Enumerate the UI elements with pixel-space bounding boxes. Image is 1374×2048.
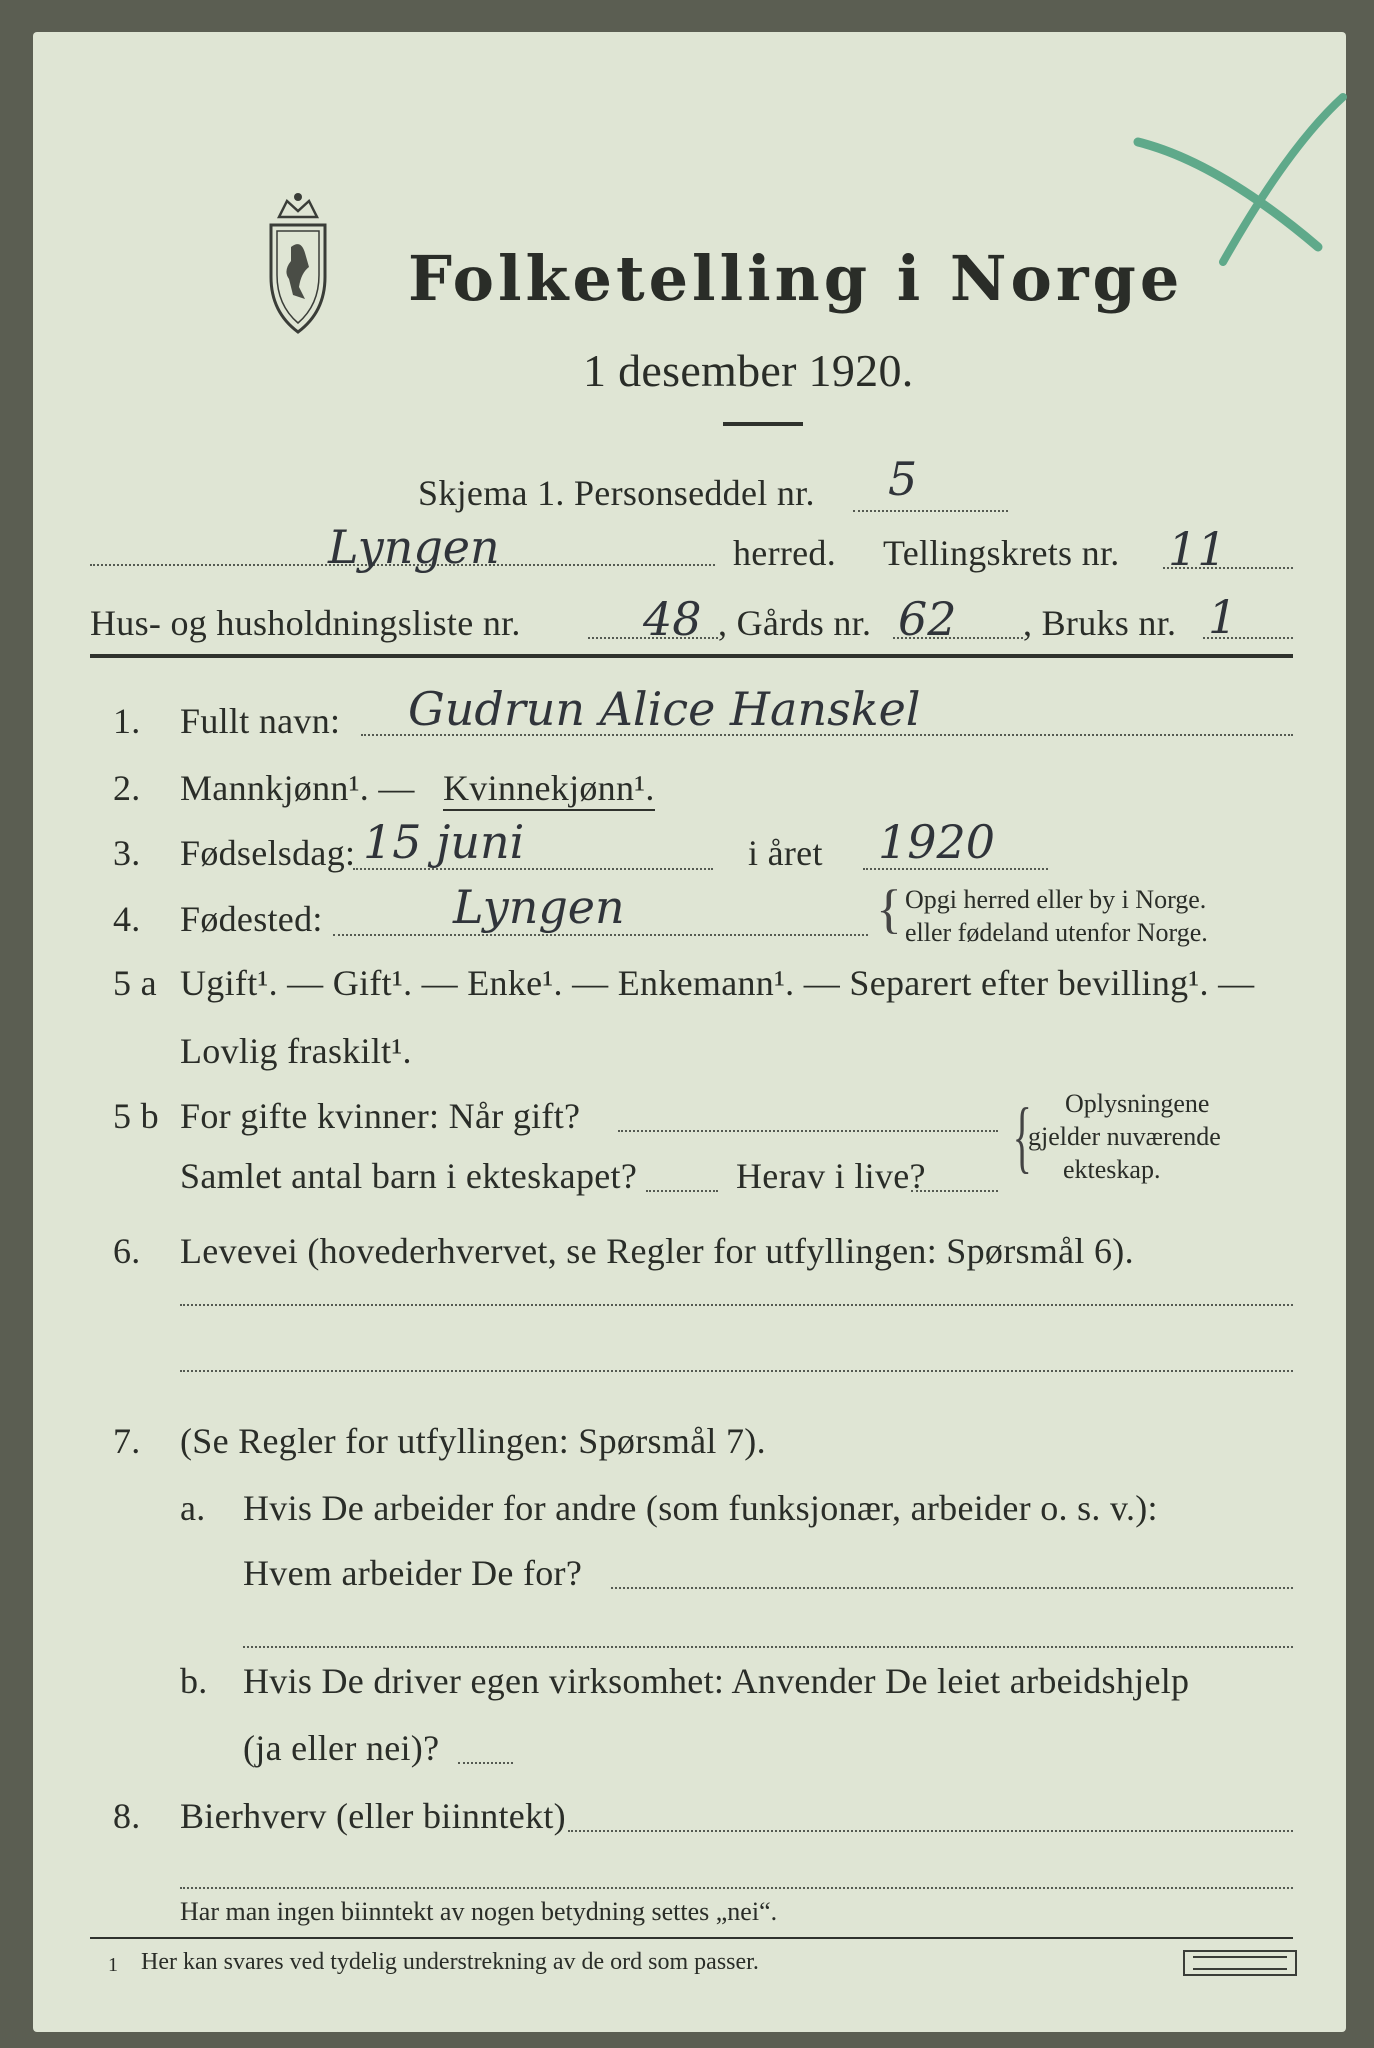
schema-number: 5 — [888, 452, 918, 506]
q7-number: 7. — [113, 1421, 141, 1461]
footnote-text: Her kan svares ved tydelig understrekning av de ord som passer. — [141, 1949, 759, 1975]
q7a-line1: Hvis De arbeider for andre (som funksjonær, arbeider o. s. v.): — [243, 1488, 1158, 1528]
q5b-line1: For gifte kvinner: Når gift? — [180, 1096, 581, 1136]
q3-label: Fødselsdag: — [180, 833, 356, 873]
schema-label: Skjema 1. Personseddel nr. — [418, 473, 815, 513]
title-divider — [723, 422, 803, 426]
q2-number: 2. — [113, 768, 141, 808]
q7b-letter: b. — [180, 1661, 208, 1701]
footer-rule — [90, 1937, 1293, 1939]
q7b-line1: Hvis De driver egen virksomhet: Anvender De leiet arbeidshjelp — [243, 1661, 1190, 1701]
q6-label: Levevei (hovederhvervet, se Regler for utfyllingen: Spørsmål 6). — [180, 1231, 1134, 1271]
q5a-line1: Ugift¹. — Gift¹. — Enke¹. — Enkemann¹. — Separert efter bevilling¹. — — [180, 963, 1255, 1003]
tellingskrets-value: 11 — [1168, 522, 1227, 576]
q2-mann: Mannkjønn¹. — — [180, 768, 415, 808]
tellingskrets-label: Tellingskrets nr. — [883, 533, 1120, 573]
herred-value: Lyngen — [328, 520, 500, 574]
q4-label: Fødested: — [180, 899, 323, 939]
gards-value: 62 — [898, 592, 957, 646]
coat-of-arms-icon — [243, 187, 353, 337]
q5a-line2: Lovlig fraskilt¹. — [180, 1031, 412, 1071]
q3-year-value: 1920 — [878, 815, 996, 869]
q5b-number: 5 b — [113, 1096, 159, 1136]
q8-label: Bierhverv (eller biinntekt) — [180, 1796, 566, 1836]
q6-number: 6. — [113, 1231, 141, 1271]
q5b-note-line3: ekteskap. — [1063, 1155, 1161, 1184]
header-rule — [90, 654, 1293, 658]
census-form: Folketelling i Norge 1 desember 1920. Skjema 1. Personseddel nr. 5 Lyngen herred. Tellingskrets nr. 11 Hus- og husholdningsliste nr. 48 , Gårds nr. 62 , Bruks nr. 1 1. Fullt navn: Gudrun Alice Hanskel 2. Mannkjønn¹. — Kvinnekjønn¹. 3. Fødselsdag: 15 juni i året 1920 4. Fødested: Lyngen { Opgi herred eller by i Norge. eller fødeland utenfor Norge. 5 a Ugift¹. — Gift¹. — Enke¹. — Enkemann¹. — Separert efter bevilling¹. — Lovlig fraskilt¹. 5 b For gifte kvinner: Når gift? Samlet antal barn i ekteskapet? Herav i live? { Oplysningene gjelder nuværende ekteskap. 6. Levevei (hovederhvervet, se Regler for utfyllingen: Spørsmål 6). 7. (Se Regler for utfyllingen: Spørsmål 7). a. Hvis De arbeider for andre (som funksjonær, arbeider o. s. v.): Hvem arbeider De for? b. Hvis De driver egen virksomhet: Anvender De leiet arbeidshjelp (ja eller nei)? 8. Bierhverv (eller biinntekt) Har man ingen biinntekt av nogen betydning settes „nei“. 1 Her kan svares ved tydelig understrekning av de ord som passer. — [33, 32, 1346, 2032]
q5b-note-line1: Oplysningene — [1065, 1089, 1210, 1118]
q7-label: (Se Regler for utfyllingen: Spørsmål 7). — [180, 1421, 766, 1461]
hus-label: Hus- og husholdningsliste nr. — [90, 603, 521, 643]
biinntekt-note: Har man ingen biinntekt av nogen betydning settes „nei“. — [180, 1897, 778, 1926]
q4-note-line1: Opgi herred eller by i Norge. — [905, 885, 1207, 914]
gards-label: , Gårds nr. — [718, 603, 872, 643]
q3-year-label: i året — [748, 833, 823, 873]
q5b-line2a: Samlet antal barn i ekteskapet? — [180, 1156, 638, 1196]
printer-stamp — [1183, 1950, 1297, 1976]
q1-full-name-value: Gudrun Alice Hanskel — [408, 682, 921, 736]
q7a-line2: Hvem arbeider De for? — [243, 1553, 583, 1593]
bruks-label: , Bruks nr. — [1023, 603, 1177, 643]
q7b-line2: (ja eller nei)? — [243, 1728, 440, 1768]
q7a-letter: a. — [180, 1488, 206, 1528]
q1-number: 1. — [113, 701, 141, 741]
footnote-marker: 1 — [108, 1954, 118, 1976]
q8-number: 8. — [113, 1796, 141, 1836]
q4-note-line2: eller fødeland utenfor Norge. — [905, 918, 1208, 947]
herred-label: herred. — [733, 533, 837, 573]
q5b-line2b: Herav i live? — [736, 1156, 926, 1196]
q3-birthday-value: 15 juni — [363, 815, 525, 869]
q2-kvinne-underlined: Kvinnekjønn¹. — [443, 767, 655, 811]
q1-label: Fullt navn: — [180, 701, 341, 741]
census-date: 1 desember 1920. — [583, 345, 914, 396]
q5b-note-line2: gjelder nuværende — [1028, 1122, 1221, 1151]
page-title: Folketelling i Norge — [408, 242, 1184, 315]
q4-birthplace-value: Lyngen — [453, 880, 625, 934]
q3-number: 3. — [113, 833, 141, 873]
green-check-mark-icon — [1128, 87, 1358, 287]
hus-value: 48 — [643, 592, 702, 646]
bruks-value: 1 — [1208, 590, 1238, 644]
q4-number: 4. — [113, 899, 141, 939]
q5a-number: 5 a — [113, 963, 157, 1003]
